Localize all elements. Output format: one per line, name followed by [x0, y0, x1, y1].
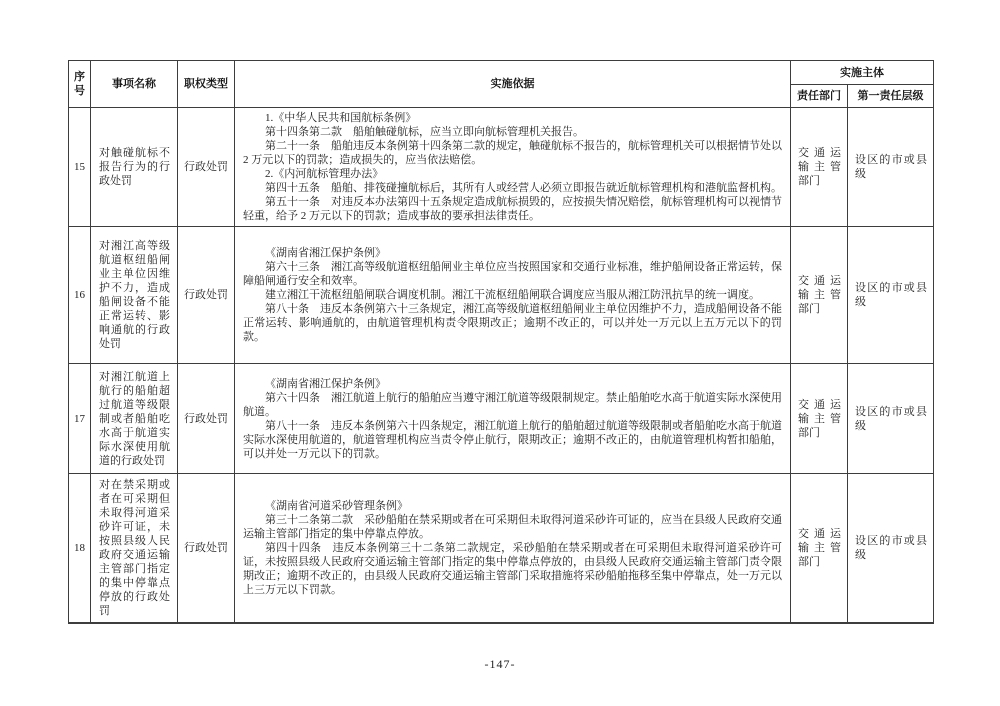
- basis-paragraph: 2.《内河航标管理办法》: [265, 168, 384, 180]
- table-row: [69, 108, 934, 227]
- cell-item-name: 对触碰航标不报告行为的行政处罚: [91, 108, 178, 227]
- cell-item-name: 对湘江高等级航道枢纽船闸业主单位因维护不力，造成船闸设备不能正常运转、影响通航的行政处罚: [91, 227, 178, 364]
- cell-department: 交通运输主管部门: [791, 364, 848, 474]
- header-row-top: [69, 61, 934, 85]
- col-header-seq: 序号: [69, 61, 91, 108]
- table-row: [69, 474, 934, 624]
- cell-authority-type: 行政处罚: [178, 474, 235, 624]
- basis-paragraph: 第二十一条 船舶违反本条例第十四条第二款的规定，触碰航标不报告的，航标管理机关可以根据情节处以 2 万元以下的罚款；造成损失的，应当依法赔偿。: [243, 140, 782, 166]
- cell-level: 设区的市或县级: [848, 108, 934, 227]
- cell-department: 交通运输主管部门: [791, 474, 848, 624]
- basis-paragraph: 第六十四条 湘江航道上航行的船舶应当遵守湘江航道等级限制规定。禁止船舶吃水高于航道实际水深使用航道。: [243, 391, 782, 418]
- basis-paragraph: 《湖南省河道采砂管理条例》: [265, 500, 408, 512]
- col-header-department: 责任部门: [791, 85, 848, 108]
- cell-seq: 18: [69, 474, 91, 624]
- cell-authority-type: 行政处罚: [178, 108, 235, 227]
- cell-seq: 16: [69, 227, 91, 364]
- cell-item-name: 对在禁采期或者在可采期但未取得河道采砂许可证，未按照县级人民政府交通运输主管部门指定的集中停靠点停放的行政处罚: [91, 474, 178, 624]
- cell-seq: 15: [69, 108, 91, 227]
- basis-paragraph: 建立湘江干流枢纽船闸联合调度机制。湘江干流枢纽船闸联合调度应当服从湘江防汛抗旱的统一调度。: [265, 289, 760, 301]
- basis-paragraph: 第四十四条 违反本条例第三十二条第二款规定，采砂船舶在禁采期或者在可采期但未取得河道采砂许可证，未按照县级人民政府交通运输主管部门指定的集中停靠点停放的，由县级人民政府交通运输主管部门责令限期改正；逾期不改正的，由县级人民政府交通运输主管部门采取措施将采砂船舶拖移至集中停靠点，处一万元以上三万元以下罚款。: [243, 542, 782, 596]
- basis-paragraph: 第六十三条 湘江高等级航道枢纽船闸业主单位应当按照国家和交通行业标准，维护船闸设备正常运转，保障船闸通行安全和效率。: [243, 261, 782, 287]
- cell-basis: [235, 364, 791, 474]
- basis-paragraph: 第三十二条第二款 采砂船舶在禁采期或者在可采期但未取得河道采砂许可证的，应当在县级人民政府交通运输主管部门指定的集中停靠点停放。: [243, 514, 782, 540]
- authority-matters-table: [68, 60, 934, 624]
- col-header-authority-type: 职权类型: [178, 61, 235, 108]
- col-header-level: 第一责任层级: [848, 85, 934, 108]
- basis-paragraph: 第四十五条 船舶、排筏碰撞航标后，其所有人或经营人必须立即报告就近航标管理机构和港航监督机构。: [265, 182, 782, 194]
- cell-seq: 17: [69, 364, 91, 474]
- cell-department: 交通运输主管部门: [791, 108, 848, 227]
- basis-paragraph: 1.《中华人民共和国航标条例》: [265, 112, 417, 124]
- table-row: [69, 364, 934, 474]
- cell-basis: [235, 108, 791, 227]
- cell-level: 设区的市或县级: [848, 227, 934, 364]
- basis-paragraph: 第八十条 违反本条例第六十三条规定，湘江高等级航道枢纽船闸业主单位因维护不力，造成船闸设备不能正常运转、影响通航的，由航道管理机构责令限期改正；逾期不改正的，可以并处一万元以上五万元以下的罚款。: [243, 303, 782, 343]
- basis-paragraph: 《湖南省湘江保护条例》: [265, 247, 386, 259]
- cell-basis: [235, 474, 791, 624]
- col-header-basis: 实施依据: [235, 61, 791, 108]
- basis-paragraph: 《湖南省湘江保护条例》: [265, 377, 386, 390]
- cell-level: 设区的市或县级: [848, 364, 934, 474]
- cell-level: 设区的市或县级: [848, 474, 934, 624]
- table-row: [69, 227, 934, 364]
- basis-paragraph: 第五十一条 对违反本办法第四十五条规定造成航标损毁的，应按损失情况赔偿，航标管理机构可以视情节轻重，给予 2 万元以下的罚款；造成事故的要承担法律责任。: [243, 196, 782, 222]
- page-number: -147-: [484, 657, 516, 671]
- col-header-subject: 实施主体: [791, 61, 934, 85]
- cell-department: 交通运输主管部门: [791, 227, 848, 364]
- cell-authority-type: 行政处罚: [178, 227, 235, 364]
- cell-item-name: 对湘江航道上航行的船舶超过航道等级限制或者船舶吃水高于航道实际水深使用航道的行政处罚: [91, 364, 178, 474]
- cell-basis: [235, 227, 791, 364]
- basis-paragraph: 第十四条第二款 船舶触碰航标，应当立即向航标管理机关报告。: [265, 126, 584, 138]
- col-header-item-name: 事项名称: [91, 61, 178, 108]
- basis-paragraph: 第八十一条 违反本条例第六十四条规定，湘江航道上航行的船舶超过航道等级限制或者船舶吃水高于航道实际水深使用航道的，航道管理机构应当责令停止航行，限期改正；逾期不改正的，由航道管理机构暂扣船舶，可以并处一万元以下的罚款。: [243, 419, 782, 460]
- cell-authority-type: 行政处罚: [178, 364, 235, 474]
